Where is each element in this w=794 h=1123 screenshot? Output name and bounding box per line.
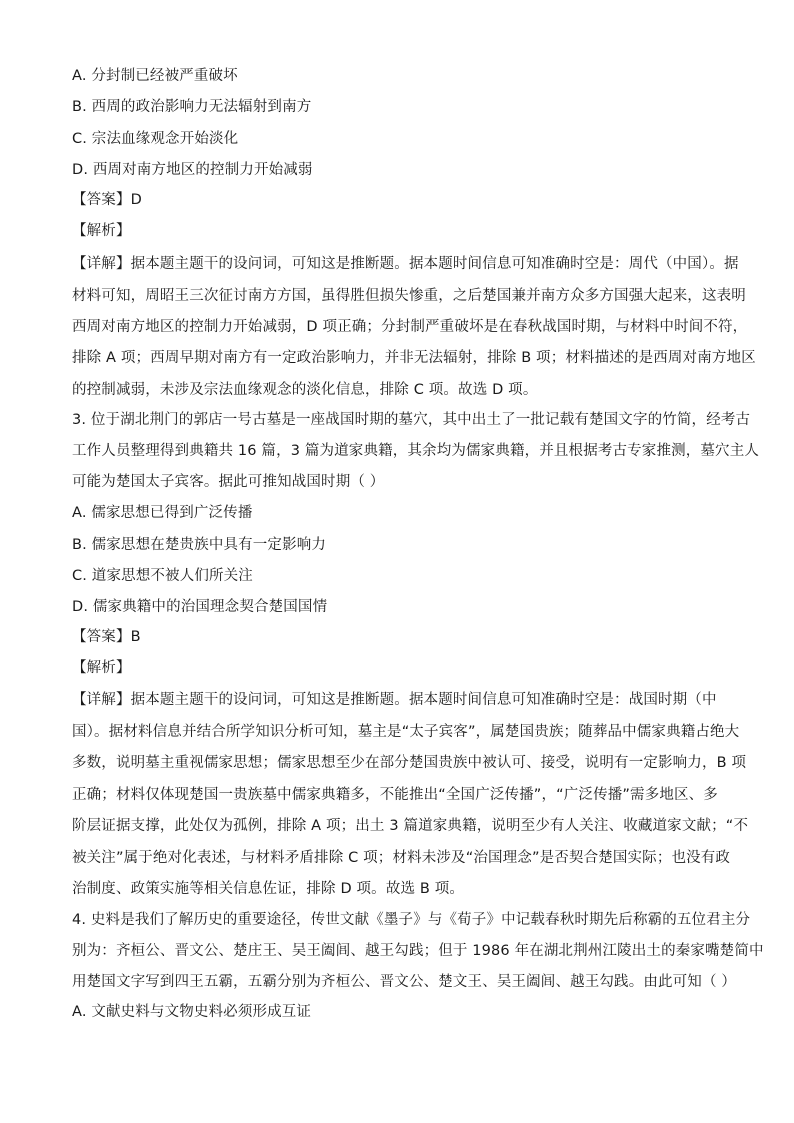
q4-stem-line: 别为：齐桓公、晋文公、楚庄王、吴王阖闾、越王勾践；但于 1986 年在湖北荆州江陵出土的秦家嘴楚简中	[72, 943, 764, 959]
q2-option-b: B. 西周的政治影响力无法辐射到南方	[72, 99, 312, 115]
q3-detail-line: 国）。据材料信息并结合所学知识分析可知，墓主是“太子宾客”，属楚国贵族；随葬品中儒家典籍占绝大	[72, 724, 740, 740]
q2-answer: 【答案】D	[72, 192, 142, 208]
q3-detail-line: 被关注”属于绝对化表述，与材料矛盾排除 C 项；材料未涉及“治国理念”是否契合楚国实际；也没有政	[72, 850, 731, 866]
q2-option-d: D. 西周对南方地区的控制力开始减弱	[72, 162, 313, 178]
q4-stem-line: 用楚国文字写到四王五霸，五霸分别为齐桓公、晋文公、楚文王、吴王阖闾、越王勾践。由此可知（ ）	[72, 974, 737, 990]
q3-analysis-label: 【解析】	[72, 660, 131, 676]
q2-option-a: A. 分封制已经被严重破坏	[72, 68, 238, 84]
q2-detail-line: 材料可知，周昭王三次征讨南方方国，虽得胜但损失惨重，之后楚国兼并南方众多方国强大起来，这表明	[72, 288, 746, 304]
q3-stem-line: 工作人员整理得到典籍共 16 篇，3 篇为道家典籍，其余均为儒家典籍，并且根据考古专家推测，墓穴主人	[72, 443, 759, 459]
q3-option-c: C. 道家思想不被人们所关注	[72, 568, 253, 584]
q3-detail-line: 治制度、政策实施等相关信息佐证，排除 D 项。故选 B 项。	[72, 881, 465, 897]
q2-analysis-label: 【解析】	[72, 223, 131, 239]
q2-detail-line: 的控制减弱，未涉及宗法血缘观念的淡化信息，排除 C 项。故选 D 项。	[72, 382, 538, 398]
q2-option-c: C. 宗法血缘观念开始淡化	[72, 131, 239, 147]
q3-option-b: B. 儒家思想在楚贵族中具有一定影响力	[72, 537, 327, 553]
q3-option-d: D. 儒家典籍中的治国理念契合楚国国情	[72, 599, 328, 615]
q3-detail-line: 多数，说明墓主重视儒家思想；儒家思想至少在部分楚国贵族中被认可、接受，说明有一定影响力，B 项	[72, 755, 747, 771]
q3-answer: 【答案】B	[72, 629, 141, 645]
q3-detail-line: 正确；材料仅体现楚国一贵族墓中儒家典籍多，不能推出“全国广泛传播”，“广泛传播”需多地区、多	[72, 787, 718, 803]
q2-detail-line: 西周对南方地区的控制力开始减弱，D 项正确；分封制严重破坏是在春秋战国时期，与材料中时间不符，	[72, 319, 748, 335]
q2-detail-line: 【详解】据本题主题干的设问词，可知这是推断题。据本题时间信息可知准确时空是：周代（中国）。据	[72, 256, 739, 272]
q3-stem-line: 3. 位于湖北荆门的郭店一号古墓是一座战国时期的墓穴，其中出土了一批记载有楚国文字的竹简，经考古	[72, 412, 751, 428]
q4-option-a: A. 文献史料与文物史料必须形成互证	[72, 1004, 312, 1020]
q3-stem-line: 可能为楚国太子宾客。据此可推知战国时期（ ）	[72, 474, 385, 490]
q2-detail-line: 排除 A 项；西周早期对南方有一定政治影响力，并非无法辐射，排除 B 项；材料描述的是西周对南方地区	[72, 350, 756, 366]
q4-stem-line: 4. 史料是我们了解历史的重要途径，传世文献《墨子》与《荀子》中记载春秋时期先后称霸的五位君主分	[72, 912, 751, 928]
q3-detail-line: 【详解】据本题主题干的设问词，可知这是推断题。据本题时间信息可知准确时空是：战国时期（中	[72, 692, 717, 708]
q3-detail-line: 阶层证据支撑，此处仅为孤例，排除 A 项；出土 3 篇道家典籍，说明至少有人关注、收藏道家文献；“不	[72, 818, 749, 834]
q3-option-a: A. 儒家思想已得到广泛传播	[72, 505, 253, 521]
